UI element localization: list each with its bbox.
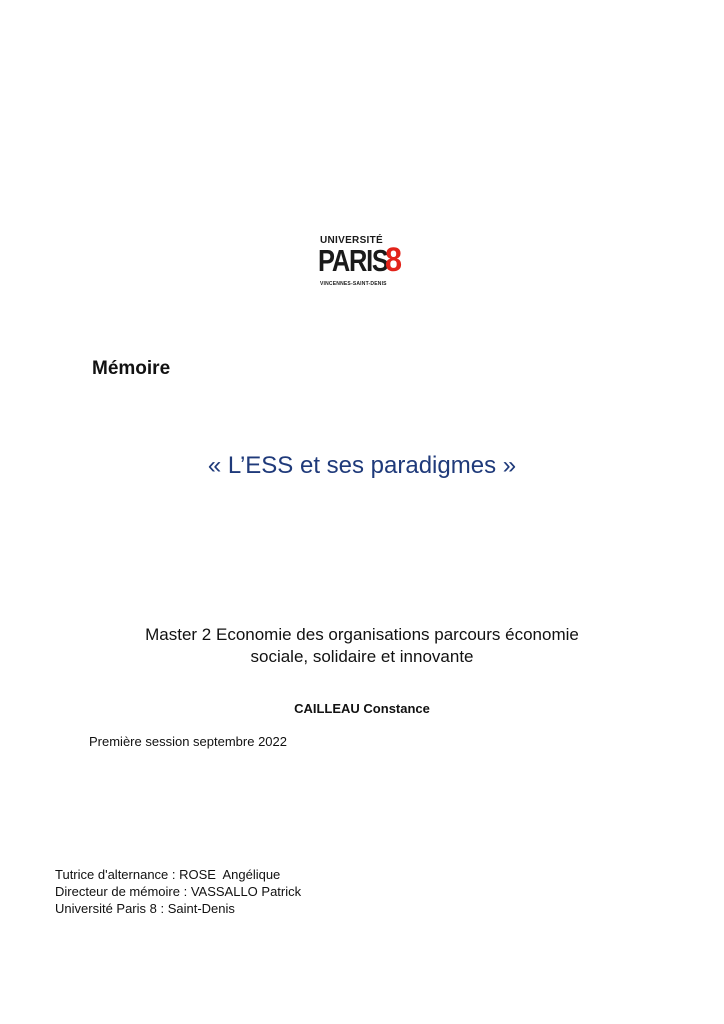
degree-line-2: sociale, solidaire et innovante — [250, 647, 474, 666]
degree-program — [0, 624, 724, 668]
session-date: Première session septembre 2022 — [89, 734, 287, 749]
credit-line-director: Directeur de mémoire : VASSALLO Patrick — [55, 884, 302, 899]
supervision-credits — [55, 866, 301, 917]
credit-line-tutor: Tutrice d'alternance : ROSE Angélique — [55, 867, 281, 882]
university-logo — [318, 236, 414, 292]
logo-subtitle: VINCENNES-SAINT-DENIS — [320, 281, 387, 287]
logo-eight-digit: 8 — [385, 241, 403, 279]
logo-paris-text: PARIS — [318, 243, 388, 278]
author-name: CAILLEAU Constance — [294, 701, 430, 716]
document-type-heading: Mémoire — [92, 358, 171, 379]
thesis-title: « L’ESS et ses paradigmes » — [207, 452, 517, 479]
credit-line-university: Université Paris 8 : Saint-Denis — [55, 901, 235, 916]
logo-universite-text: UNIVERSITÉ — [320, 235, 384, 246]
degree-line-1: Master 2 Economie des organisations parcours économie — [145, 625, 579, 644]
